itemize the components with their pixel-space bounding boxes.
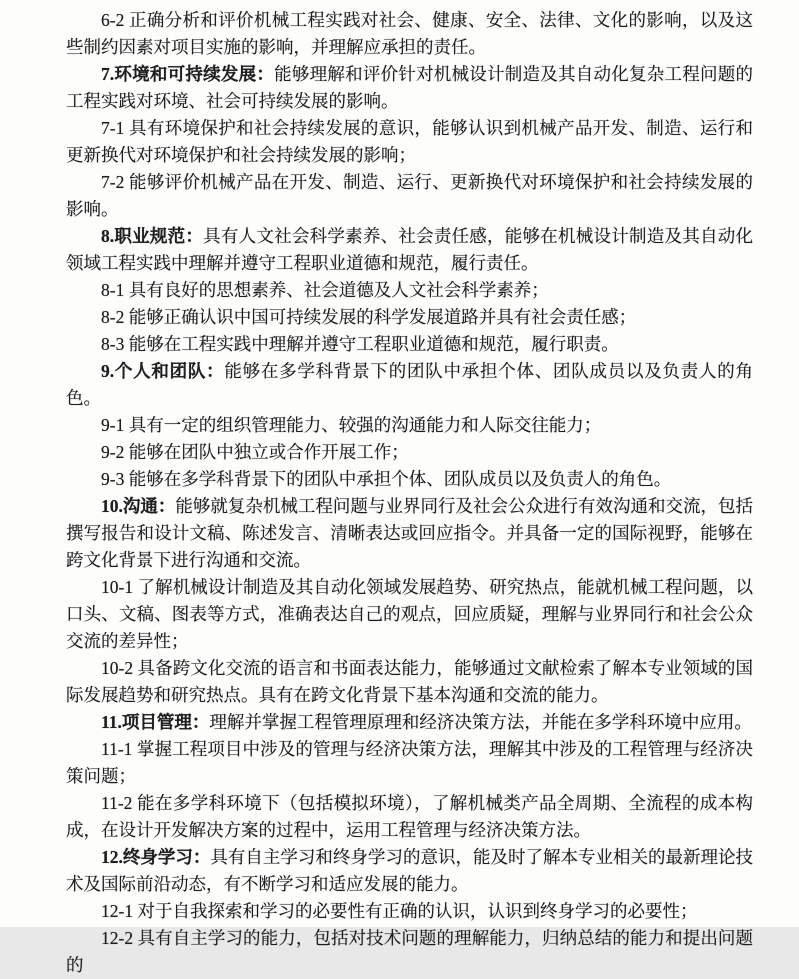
paragraph: [66, 304, 753, 331]
paragraph: [66, 898, 753, 925]
paragraph-text: 11-2 能在多学科环境下（包括模拟环境），了解机械类产品全周期、全流程的成本构成，在设计开发解决方案的过程中，运用工程管理与经济决策方法。: [66, 793, 753, 840]
paragraph: [66, 7, 753, 61]
paragraph-text: 能够就复杂机械工程问题与业界同行及社会公众进行有效沟通和交流，包括撰写报告和设计文稿、陈述发言、清晰表达或回应指令。并具备一定的国际视野，能够在跨文化背景下进行沟通和交流。: [66, 496, 753, 570]
paragraph: [66, 466, 753, 493]
paragraph-text: 10-1 了解机械设计制造及其自动化领域发展趋势、研究热点，能就机械工程问题，以口头、文稿、图表等方式，准确表达自己的观点，回应质疑，理解与业界同行和社会公众交流的差异性；: [66, 577, 753, 651]
paragraph-text: 6-2 正确分析和评价机械工程实践对社会、健康、安全、法律、文化的影响，以及这些制约因素对项目实施的影响，并理解应承担的责任。: [66, 10, 753, 57]
paragraph-text: 10-2 具备跨文化交流的语言和书面表达能力，能够通过文献检索了解本专业领域的国际发展趋势和研究热点。具有在跨文化背景下基本沟通和交流的能力。: [66, 658, 753, 705]
paragraph-text: 8-1 具有良好的思想素养、社会道德及人文社会科学素养；: [101, 280, 549, 300]
paragraph-text: 12-1 对于自我探索和学习的必要性有正确的认识，认识到终身学习的必要性；: [101, 901, 698, 921]
paragraph: [66, 412, 753, 439]
paragraph: [66, 439, 753, 466]
paragraph-text: 8-2 能够正确认识中国可持续发展的科学发展道路并具有社会责任感；: [101, 307, 637, 327]
paragraph-text: 理解并掌握工程管理原理和经济决策方法，并能在多学科环境中应用。: [209, 712, 752, 732]
paragraph: [66, 277, 753, 304]
section-heading: 10.沟通：: [101, 496, 176, 516]
paragraph: [66, 709, 753, 736]
paragraph-text: 12-2 具有自主学习的能力，包括对技术问题的理解能力，归纳总结的能力和提出问题的: [66, 928, 753, 975]
paragraph: [66, 844, 753, 898]
paragraph-text: 能够理解和评价针对机械设计制造及其自动化复杂工程问题的工程实践对环境、社会可持续发展的影响。: [66, 64, 754, 111]
paragraph: [66, 331, 753, 358]
section-heading: 7.环境和可持续发展：: [101, 64, 275, 84]
paragraph-text: 具有自主学习和终身学习的意识，能及时了解本专业相关的最新理论技术及国际前沿动态，有不断学习和适应发展的能力。: [66, 847, 754, 894]
section-heading: 11.项目管理：: [101, 712, 210, 732]
paragraph: [66, 223, 753, 277]
paragraph: [66, 925, 753, 979]
paragraph-text: 7-1 具有环境保护和社会持续发展的意识，能够认识到机械产品开发、制造、运行和更新换代对环境保护和社会持续发展的影响；: [66, 118, 753, 165]
paragraph: [66, 493, 753, 574]
section-heading: 8.职业规范：: [101, 226, 204, 246]
paragraph-text: 7-2 能够评价机械产品在开发、制造、运行、更新换代对环境保护和社会持续发展的影响。: [66, 172, 753, 219]
section-heading: 12.终身学习：: [101, 847, 211, 867]
paragraph-text: 具有人文社会科学素养、社会责任感，能够在机械设计制造及其自动化领域工程实践中理解并遵守工程职业道德和规范，履行责任。: [66, 226, 754, 273]
paragraph: [66, 655, 753, 709]
paragraph: [66, 115, 753, 169]
paragraph-text: 11-1 掌握工程项目中涉及的管理与经济决策方法，理解其中涉及的工程管理与经济决策问题；: [66, 739, 753, 786]
paragraph-text: 9-1 具有一定的组织管理能力、较强的沟通能力和人际交往能力；: [101, 415, 602, 435]
paragraph-text: 8-3 能够在工程实践中理解并遵守工程职业道德和规范，履行职责。: [101, 334, 619, 354]
section-heading: 9.个人和团队：: [101, 361, 225, 381]
paragraph: [66, 790, 753, 844]
paragraph-text: 9-3 能够在多学科背景下的团队中承担个体、团队成员以及负责人的角色。: [101, 469, 672, 489]
paragraph: [66, 61, 753, 115]
paragraph: [66, 736, 753, 790]
paragraph-text: 9-2 能够在团队中独立或合作开展工作；: [101, 442, 409, 462]
paragraph-text: 能够在多学科背景下的团队中承担个体、团队成员以及负责人的角色。: [66, 361, 754, 408]
paragraph: [66, 358, 753, 412]
paragraph: [66, 169, 753, 223]
paragraph: [66, 574, 753, 655]
